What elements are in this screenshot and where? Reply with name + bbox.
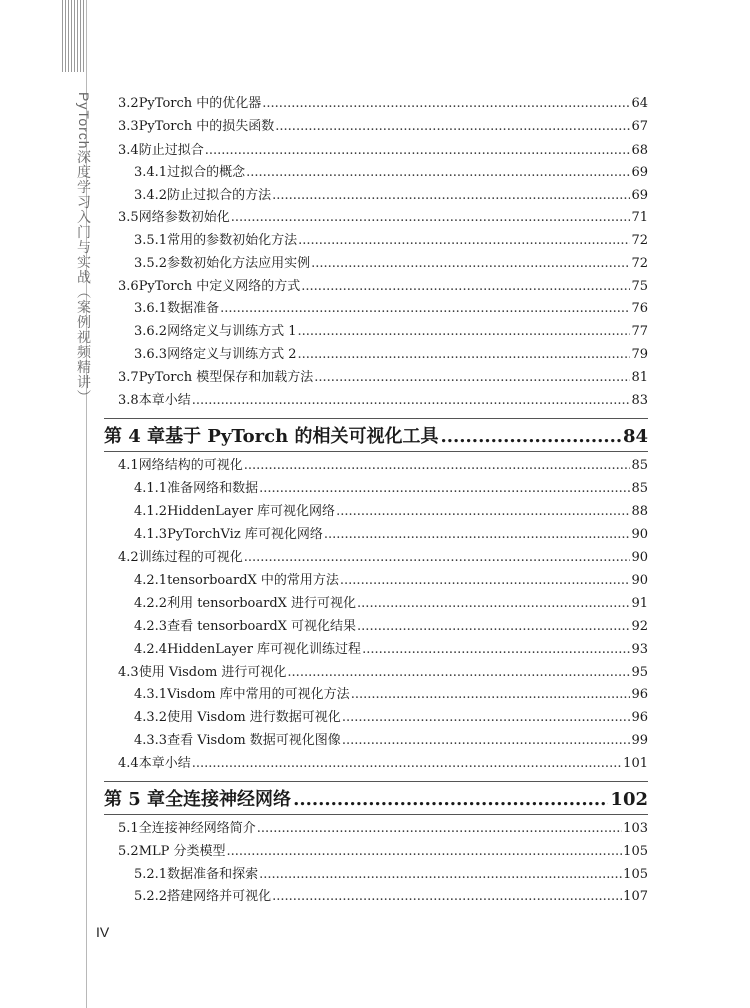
section-title: HiddenLayer 库可视化训练过程 [167, 642, 362, 657]
leader-dots [298, 233, 630, 249]
toc-subsection-entry [0, 256, 648, 272]
section-number: 4.1.2 [134, 504, 168, 519]
toc-subsection-entry [0, 867, 648, 883]
section-page-number: 93 [631, 642, 648, 657]
section-page-number: 69 [631, 188, 648, 203]
section-number: 3.4.2 [134, 188, 168, 203]
section-page-number: 85 [631, 458, 648, 473]
chapter-rule-top [104, 781, 648, 782]
section-page-number: 77 [631, 324, 648, 339]
leader-dots [275, 119, 630, 135]
section-title: 参数初始化方法应用实例 [167, 256, 311, 271]
section-number: 4.2.2 [134, 596, 168, 611]
section-title: HiddenLayer 库可视化网络 [167, 504, 336, 519]
section-page-number: 69 [631, 165, 648, 180]
leader-dots [259, 481, 630, 497]
toc-chapter-entry [104, 789, 648, 811]
toc-subsection-entry [0, 573, 648, 589]
section-number: 3.5 [118, 210, 139, 225]
section-number: 3.7 [118, 370, 139, 385]
section-page-number: 99 [631, 733, 648, 748]
toc-subsection-entry [0, 733, 648, 749]
chapter-rule-top [104, 418, 648, 419]
section-page-number: 75 [631, 279, 648, 294]
section-title: 数据准备和探索 [167, 867, 259, 882]
section-number: 3.6 [118, 279, 139, 294]
section-title: 数据准备 [167, 301, 220, 316]
section-title: 使用 Visdom 进行数据可视化 [167, 710, 341, 725]
section-number: 4.3.3 [134, 733, 168, 748]
section-number: 5.2.2 [134, 889, 168, 904]
section-title: tensorboardX 中的常用方法 [167, 573, 339, 588]
leader-dots [324, 527, 631, 543]
leader-dots [311, 256, 630, 272]
leader-dots [357, 596, 630, 612]
section-page-number: 76 [631, 301, 648, 316]
toc-subsection-entry [0, 527, 648, 543]
leader-dots [244, 458, 631, 474]
section-number: 4.2.4 [134, 642, 168, 657]
chapter-number: 第 5 章 [104, 789, 166, 810]
section-number: 3.5.1 [134, 233, 168, 248]
leader-dots [297, 324, 630, 340]
toc-section-entry [0, 821, 648, 837]
section-title: 查看 tensorboardX 可视化结果 [167, 619, 357, 634]
section-number: 5.1 [118, 821, 139, 836]
book-side-title: PyTorch深度学习入门与实战（案例视频精讲） [76, 92, 92, 405]
toc-subsection-entry [0, 642, 648, 658]
section-title: 防止过拟合 [138, 143, 204, 158]
leader-dots [192, 756, 622, 772]
section-number: 4.3.2 [134, 710, 168, 725]
chapter-rule-bottom [104, 451, 648, 452]
section-number: 3.2 [118, 96, 139, 111]
section-number: 5.2 [118, 844, 139, 859]
toc-subsection-entry [0, 188, 648, 204]
section-title: 训练过程的可视化 [138, 550, 243, 565]
section-title: PyTorchViz 库可视化网络 [167, 527, 323, 542]
section-title: 网络结构的可视化 [138, 458, 243, 473]
section-page-number: 101 [623, 756, 648, 771]
toc-chapter-entry [104, 426, 648, 448]
section-title: PyTorch 中的损失函数 [138, 119, 275, 134]
leader-dots [342, 733, 631, 749]
leader-dots [220, 301, 630, 317]
section-title: PyTorch 中定义网络的方式 [138, 279, 301, 294]
section-page-number: 90 [631, 573, 648, 588]
leader-dots [272, 889, 622, 905]
leader-dots [314, 370, 630, 386]
section-number: 5.2.1 [134, 867, 168, 882]
leader-dots [340, 573, 631, 589]
section-page-number: 105 [623, 867, 648, 882]
section-page-number: 64 [631, 96, 648, 111]
section-title: 使用 Visdom 进行可视化 [138, 665, 287, 680]
chapter-page-number: 102 [610, 789, 648, 810]
toc-subsection-entry [0, 889, 648, 905]
leader-dots [351, 687, 631, 703]
section-number: 3.6.1 [134, 301, 168, 316]
toc-section-entry [0, 370, 648, 386]
section-title: 利用 tensorboardX 进行可视化 [167, 596, 357, 611]
section-title: PyTorch 模型保存和加载方法 [138, 370, 314, 385]
chapter-number: 第 4 章 [104, 426, 166, 447]
toc-subsection-entry [0, 324, 648, 340]
section-page-number: 90 [631, 550, 648, 565]
toc-subsection-entry [0, 710, 648, 726]
section-page-number: 105 [623, 844, 648, 859]
section-title: 常用的参数初始化方法 [167, 233, 298, 248]
section-title: Visdom 库中常用的可视化方法 [167, 687, 350, 702]
toc-subsection-entry [0, 504, 648, 520]
section-number: 4.3.1 [134, 687, 168, 702]
leader-dots [231, 210, 631, 226]
section-page-number: 103 [623, 821, 648, 836]
section-number: 4.1.1 [134, 481, 168, 496]
section-title: 防止过拟合的方法 [167, 188, 272, 203]
section-title: 搭建网络并可视化 [167, 889, 272, 904]
section-page-number: 81 [631, 370, 648, 385]
section-number: 4.2 [118, 550, 139, 565]
section-title: 本章小结 [138, 393, 191, 408]
section-title: 本章小结 [138, 756, 191, 771]
leader-dots [262, 96, 630, 112]
toc-subsection-entry [0, 301, 648, 317]
leader-dots [272, 188, 630, 204]
section-number: 3.4.1 [134, 165, 168, 180]
section-title: 准备网络和数据 [167, 481, 259, 496]
chapter-title: 全连接神经网络 [165, 789, 292, 810]
section-title: 网络参数初始化 [138, 210, 230, 225]
section-title: 网络定义与训练方式 2 [167, 347, 297, 362]
leader-dots [192, 393, 631, 409]
chapter-page-number: 84 [622, 426, 648, 447]
toc-subsection-entry [0, 233, 648, 249]
leader-dots [244, 550, 631, 566]
toc-subsection-entry [0, 347, 648, 363]
leader-dots [257, 821, 622, 837]
section-page-number: 91 [631, 596, 648, 611]
section-number: 4.1 [118, 458, 139, 473]
section-title: 过拟合的概念 [167, 165, 246, 180]
toc-section-entry [0, 844, 648, 860]
toc-subsection-entry [0, 596, 648, 612]
leader-dots [205, 143, 631, 159]
leader-dots [287, 665, 630, 681]
toc-section-entry [0, 665, 648, 681]
section-page-number: 72 [631, 256, 648, 271]
toc-section-entry [0, 210, 648, 226]
toc-section-entry [0, 458, 648, 474]
toc-subsection-entry [0, 481, 648, 497]
section-number: 3.8 [118, 393, 139, 408]
section-number: 3.4 [118, 143, 139, 158]
section-page-number: 96 [631, 710, 648, 725]
leader-dots [357, 619, 630, 635]
section-title: 查看 Visdom 数据可视化图像 [167, 733, 341, 748]
section-number: 4.4 [118, 756, 139, 771]
toc-subsection-entry [0, 165, 648, 181]
section-number: 4.2.1 [134, 573, 168, 588]
leader-dots [227, 844, 623, 860]
section-page-number: 90 [631, 527, 648, 542]
toc-section-entry [0, 550, 648, 566]
section-title: PyTorch 中的优化器 [138, 96, 262, 111]
toc-section-entry [0, 96, 648, 112]
leader-dots [259, 867, 622, 883]
section-page-number: 71 [631, 210, 648, 225]
page-number: IV [96, 924, 110, 940]
section-page-number: 85 [631, 481, 648, 496]
section-title: 全连接神经网络简介 [138, 821, 256, 836]
section-page-number: 107 [623, 889, 648, 904]
toc-subsection-entry [0, 687, 648, 703]
section-number: 3.6.2 [134, 324, 168, 339]
section-page-number: 92 [631, 619, 648, 634]
toc-subsection-entry [0, 619, 648, 635]
toc-section-entry [0, 393, 648, 409]
section-number: 3.5.2 [134, 256, 168, 271]
section-page-number: 79 [631, 347, 648, 362]
section-number: 3.6.3 [134, 347, 168, 362]
toc-section-entry [0, 143, 648, 159]
section-page-number: 68 [631, 143, 648, 158]
section-page-number: 95 [631, 665, 648, 680]
toc-section-entry [0, 119, 648, 135]
section-page-number: 96 [631, 687, 648, 702]
toc-section-entry [0, 279, 648, 295]
section-title: MLP 分类模型 [138, 844, 226, 859]
leader-dots [293, 789, 608, 811]
leader-dots [301, 279, 630, 295]
section-page-number: 72 [631, 233, 648, 248]
section-page-number: 88 [631, 504, 648, 519]
leader-dots [362, 642, 630, 658]
leader-dots [440, 426, 620, 448]
section-page-number: 67 [631, 119, 648, 134]
leader-dots [297, 347, 630, 363]
leader-dots [336, 504, 630, 520]
leader-dots [342, 710, 631, 726]
chapter-title: 基于 PyTorch 的相关可视化工具 [165, 426, 439, 447]
section-number: 3.3 [118, 119, 139, 134]
chapter-rule-bottom [104, 814, 648, 815]
section-number: 4.2.3 [134, 619, 168, 634]
section-number: 4.3 [118, 665, 139, 680]
section-title: 网络定义与训练方式 1 [167, 324, 297, 339]
section-number: 4.1.3 [134, 527, 168, 542]
toc-section-entry [0, 756, 648, 772]
section-page-number: 83 [631, 393, 648, 408]
leader-dots [246, 165, 630, 181]
